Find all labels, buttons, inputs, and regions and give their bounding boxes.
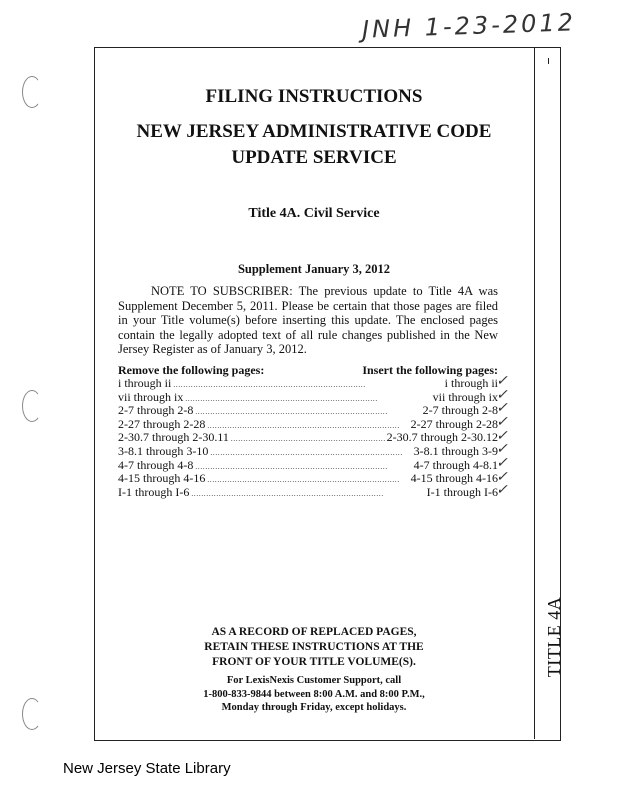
side-tab-divider <box>534 47 535 739</box>
page-replacement-list <box>118 363 498 499</box>
document-subtitle-line2: UPDATE SERVICE <box>231 147 397 168</box>
checkmark-icon: ✓ <box>496 401 508 416</box>
list-item: 4-15 through 4-16 . . . 4-15 through 4-16 <box>118 472 498 486</box>
side-title-tab: TITLE 4A <box>544 596 564 678</box>
list-item: I-1 through I-6 . . . I-1 through I-6 <box>118 486 498 500</box>
list-item: 2-7 through 2-8 . . . 2-7 through 2-8 <box>118 404 498 418</box>
list-item: i through ii . . . i through ii <box>118 377 498 391</box>
list-item: 3-8.1 through 3-10 . . . 3-8.1 through 3-9 <box>118 445 498 459</box>
list-item: 4-7 through 4-8 . . . 4-7 through 4-8.1 <box>118 459 498 473</box>
document-title: FILING INSTRUCTIONS <box>205 86 423 107</box>
list-item: vii through ix . . . vii through ix <box>118 391 498 405</box>
punch-hole-top <box>22 76 42 108</box>
title-section-heading: Title 4A. Civil Service <box>248 206 380 221</box>
checkmark-icon: ✓ <box>496 442 508 457</box>
checkmark-icon: ✓ <box>496 483 508 498</box>
customer-support-info: For LexisNexis Customer Support, call 1-800-833-9844 between 8:00 A.M. and 8:00 P.M., Monday through Friday, except holidays. <box>203 675 425 713</box>
subscriber-note: NOTE TO SUBSCRIBER: The previous update to Title 4A was Supplement December 5, 2011. Please be certain that those pages are filed in your Title volume(s) before inserting this update. The enclosed pages contain the legally adopted text of all rule changes published in the New Jersey Register as of January 3, 2012. <box>118 284 498 356</box>
checkmark-icon: ✓ <box>496 456 508 471</box>
supplement-date: Supplement January 3, 2012 <box>237 262 391 276</box>
remove-header: Remove the following pages: <box>118 363 265 377</box>
punch-hole-bottom <box>22 698 42 730</box>
list-header <box>118 363 498 377</box>
checkmark-icon: ✓ <box>496 388 508 403</box>
punch-hole-middle <box>22 390 42 422</box>
handwritten-initials-date: JNH 1-23-2012 <box>361 8 577 44</box>
checkmark-icon: ✓ <box>496 429 508 444</box>
checkmark-icon: ✓ <box>496 415 508 430</box>
document-subtitle-line1: NEW JERSEY ADMINISTRATIVE CODE <box>136 121 492 142</box>
list-item: 2-30.7 through 2-30.11 . . . 2-30.7 through 2-30.12 <box>118 431 498 445</box>
insert-header: Insert the following pages: <box>362 363 498 377</box>
checkmark-icon: ✓ <box>496 470 508 485</box>
library-footer: New Jersey State Library <box>63 760 231 777</box>
side-tick-mark <box>548 58 549 64</box>
list-item: 2-27 through 2-28 . . . 2-27 through 2-28 <box>118 418 498 432</box>
checkmark-icon: ✓ <box>496 374 508 389</box>
record-instructions: AS A RECORD OF REPLACED PAGES, RETAIN THESE INSTRUCTIONS AT THE FRONT OF YOUR TITLE VOLUME(S). <box>204 626 424 668</box>
